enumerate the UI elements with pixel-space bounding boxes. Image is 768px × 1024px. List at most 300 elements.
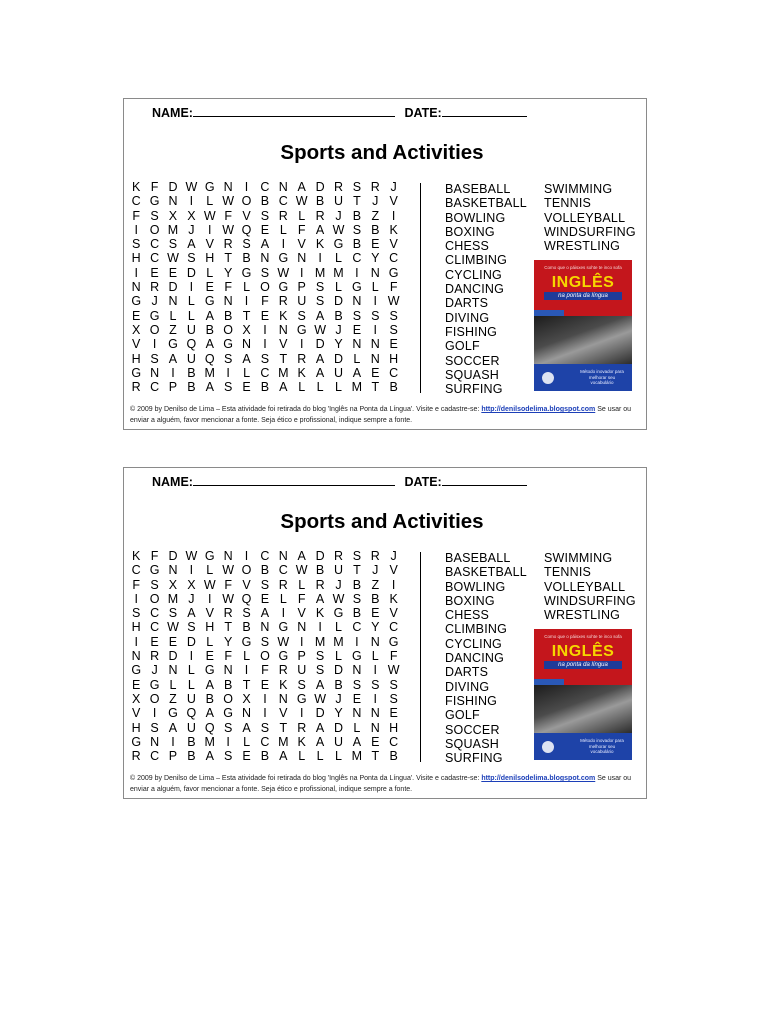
grid-row (127, 635, 403, 649)
grid-letter: W (167, 251, 179, 266)
grid-letter: A (315, 591, 325, 606)
grid-letter: G (241, 265, 252, 280)
grid-letter: V (297, 606, 306, 621)
grid-letter: Q (204, 351, 215, 366)
grid-letter: C (278, 563, 288, 578)
grid-letter: N (352, 706, 362, 721)
grid-letter: Z (371, 577, 380, 592)
grid-letter: N (168, 563, 178, 578)
grid-letter: U (297, 294, 307, 309)
grid-letter: O (241, 194, 252, 209)
grid-letter: D (333, 351, 343, 366)
grid-letter: L (335, 251, 342, 266)
grid-letter: E (132, 677, 141, 692)
grid-letter: Z (169, 322, 177, 337)
grid-letter: G (131, 294, 142, 309)
grid-letter: G (296, 322, 307, 337)
grid-letter: L (206, 634, 214, 649)
grid-letter: B (260, 380, 270, 395)
grid-row (127, 337, 403, 351)
grid-letter: S (187, 620, 196, 635)
worksheet-header (152, 104, 527, 120)
grid-letter: W (295, 563, 308, 578)
grid-letter: T (224, 251, 232, 266)
grid-letter: N (260, 620, 270, 635)
grid-letter: S (223, 749, 233, 764)
grid-letter: S (150, 720, 159, 735)
grid-letter: I (171, 734, 175, 749)
grid-letter: E (371, 365, 380, 380)
grid-letter: L (298, 380, 306, 395)
grid-letter: I (299, 337, 304, 352)
grid-letter: F (150, 180, 159, 194)
grid-letter: R (131, 380, 141, 395)
grid-letter: A (315, 720, 325, 735)
grid-letter: W (203, 577, 216, 592)
grid-letter: A (205, 308, 214, 323)
grid-letter: E (260, 677, 270, 692)
word-item: WRESTLING (544, 239, 621, 254)
grid-letter: E (371, 734, 380, 749)
grid-letter: N (223, 180, 233, 194)
grid-letter: I (244, 549, 249, 563)
grid-letter: G (223, 706, 234, 721)
grid-letter: D (315, 549, 325, 563)
grid-letter: R (278, 663, 288, 678)
grid-letter: T (371, 749, 380, 764)
grid-letter: B (352, 606, 362, 621)
grid-letter: U (333, 194, 343, 209)
grid-letter: T (371, 380, 380, 395)
grid-letter: N (131, 649, 141, 664)
grid-letter: L (316, 749, 324, 764)
grid-letter: V (132, 706, 141, 721)
grid-letter: U (186, 322, 196, 337)
grid-letter: S (150, 351, 159, 366)
word-item: BASKETBALL (445, 196, 527, 211)
grid-letter: G (333, 606, 344, 621)
grid-letter: F (132, 208, 141, 223)
grid-letter: U (333, 563, 343, 578)
word-item: WRESTLING (544, 608, 621, 623)
grid-letter: G (388, 265, 399, 280)
grid-letter: H (131, 251, 141, 266)
grid-letter: J (372, 563, 379, 578)
grid-letter: F (132, 577, 141, 592)
word-item: BOXING (445, 593, 495, 608)
grid-letter: O (149, 591, 160, 606)
grid-letter: G (278, 251, 289, 266)
grid-row (127, 649, 403, 663)
grid-letter: K (297, 734, 306, 749)
grid-letter: D (186, 265, 196, 280)
grid-letter: C (278, 194, 288, 209)
grid-letter: L (298, 208, 306, 223)
grid-letter: H (205, 620, 215, 635)
grid-letter: I (263, 691, 267, 706)
book-subtitle: na ponta da língua (544, 292, 622, 300)
grid-letter: V (205, 237, 214, 252)
grid-letter: L (353, 720, 361, 735)
grid-letter: M (167, 222, 179, 237)
book-description: Método inovador para melhorar seu vocabulário (580, 738, 624, 754)
word-item: DARTS (445, 296, 489, 311)
word-item: WINDSURFING (544, 593, 636, 608)
grid-letter: M (351, 749, 363, 764)
grid-letter: C (150, 749, 160, 764)
blog-link[interactable]: http://denilsodelima.blogspot.com (481, 406, 596, 413)
grid-letter: R (150, 649, 160, 664)
grid-letter: H (131, 351, 141, 366)
grid-letter: L (371, 280, 379, 295)
grid-row (127, 592, 403, 606)
grid-letter: C (260, 734, 270, 749)
divider-line (420, 552, 421, 762)
grid-letter: N (278, 322, 288, 337)
grid-letter: I (134, 222, 138, 237)
grid-letter: A (205, 380, 214, 395)
grid-letter: O (241, 563, 252, 578)
grid-letter: L (187, 677, 195, 692)
grid-letter: B (223, 308, 233, 323)
grid-letter: L (243, 280, 251, 295)
word-item: BASKETBALL (445, 565, 527, 580)
word-item: SURFING (445, 751, 503, 766)
grid-letter: R (150, 280, 160, 295)
grid-letter: R (315, 208, 325, 223)
grid-letter: G (278, 649, 289, 664)
grid-letter: K (389, 591, 398, 606)
grid-letter: X (242, 322, 251, 337)
grid-row (127, 578, 403, 592)
grid-row (127, 294, 403, 308)
word-item: SOCCER (445, 353, 500, 368)
worksheet-title: Sports and Activities (280, 141, 484, 164)
grid-letter: Y (223, 634, 233, 649)
book-brand: INGLÊS (551, 274, 615, 291)
grid-letter: R (370, 180, 380, 194)
grid-letter: N (278, 691, 288, 706)
grid-letter: I (373, 322, 378, 337)
grid-letter: C (150, 606, 160, 621)
grid-letter: E (242, 380, 251, 395)
grid-letter: R (297, 720, 307, 735)
grid-letter: N (150, 365, 160, 380)
grid-letter: W (332, 222, 345, 237)
grid-row (127, 606, 403, 620)
word-item: SQUASH (445, 367, 499, 382)
grid-letter: F (389, 649, 398, 664)
grid-letter: K (279, 308, 288, 323)
grid-letter: A (168, 720, 178, 735)
grid-letter: A (297, 180, 306, 194)
grid-letter: F (261, 663, 269, 678)
grid-letter: N (223, 663, 233, 678)
grid-letter: N (242, 337, 252, 352)
grid-letter: Q (186, 706, 197, 721)
grid-letter: B (223, 677, 233, 692)
grid-letter: W (277, 634, 290, 649)
grid-letter: L (187, 308, 195, 323)
grid-letter: J (390, 180, 397, 194)
word-list-col1 (445, 551, 527, 765)
word-item: CLIMBING (445, 253, 508, 268)
word-item: SURFING (445, 382, 503, 397)
grid-letter: V (242, 577, 251, 592)
grid-letter: F (297, 222, 306, 237)
word-item: DANCING (445, 651, 505, 666)
grid-letter: R (278, 294, 288, 309)
grid-letter: G (278, 280, 289, 295)
grid-letter: J (151, 294, 158, 309)
grid-row (127, 323, 403, 337)
grid-letter: S (315, 649, 325, 664)
grid-letter: G (204, 663, 215, 678)
grid-letter: K (297, 365, 306, 380)
word-item: VOLLEYBALL (544, 210, 626, 225)
grid-letter: D (333, 720, 343, 735)
grid-letter: X (187, 577, 196, 592)
grid-letter: N (370, 351, 380, 366)
grid-letter: N (297, 620, 307, 635)
grid-letter: O (223, 691, 234, 706)
grid-letter: I (189, 649, 194, 664)
grid-letter: Y (371, 620, 380, 635)
grid-letter: L (169, 677, 177, 692)
grid-letter: I (226, 365, 230, 380)
grid-letter: X (168, 208, 178, 223)
grid-letter: C (131, 563, 141, 578)
grid-letter: W (222, 222, 235, 237)
grid-letter: Y (223, 265, 233, 280)
grid-letter: E (132, 308, 141, 323)
grid-letter: J (390, 549, 397, 563)
grid-letter: U (186, 691, 196, 706)
grid-letter: S (223, 720, 233, 735)
grid-letter: I (391, 577, 396, 592)
book-subtitle: na ponta da língua (544, 661, 622, 669)
grid-letter: Y (334, 337, 343, 352)
grid-letter: B (205, 322, 214, 337)
grid-letter: F (224, 577, 232, 592)
grid-letter: S (260, 634, 270, 649)
grid-letter: I (299, 706, 304, 721)
grid-letter: A (242, 720, 251, 735)
grid-letter: P (297, 280, 306, 295)
grid-letter: B (260, 194, 270, 209)
grid-letter: B (187, 365, 196, 380)
grid-letter: S (389, 322, 398, 337)
grid-letter: E (242, 749, 251, 764)
grid-letter: W (203, 208, 216, 223)
grid-letter: N (260, 251, 270, 266)
divider-line (420, 183, 421, 393)
grid-letter: A (315, 365, 325, 380)
grid-letter: R (333, 180, 343, 194)
grid-letter: C (260, 549, 270, 563)
grid-letter: B (242, 620, 251, 635)
grid-letter: A (242, 351, 251, 366)
grid-row (127, 237, 403, 251)
book-photo (534, 685, 632, 733)
grid-letter: G (204, 180, 215, 194)
grid-letter: V (205, 606, 214, 621)
blog-link[interactable]: http://denilsodelima.blogspot.com (481, 775, 596, 782)
grid-letter: I (373, 294, 378, 309)
grid-letter: X (168, 577, 178, 592)
grid-letter: L (335, 280, 342, 295)
grid-letter: L (335, 620, 342, 635)
word-item: GOLF (445, 339, 480, 354)
grid-letter: W (314, 322, 326, 337)
book-cover-image (534, 629, 632, 760)
grid-letter: H (205, 251, 215, 266)
grid-letter: A (315, 308, 325, 323)
grid-letter: N (297, 251, 307, 266)
grid-letter: A (352, 734, 362, 749)
grid-letter: T (279, 351, 288, 366)
grid-letter: R (333, 549, 343, 563)
grid-letter: B (315, 563, 325, 578)
grid-letter: J (372, 194, 379, 209)
grid-letter: E (150, 634, 159, 649)
grid-letter: E (371, 237, 380, 252)
grid-letter: H (131, 620, 141, 635)
publisher-logo-icon (542, 741, 554, 753)
grid-letter: W (222, 563, 235, 578)
grid-letter: O (260, 649, 270, 664)
grid-row (127, 280, 403, 294)
grid-letter: T (242, 677, 251, 692)
grid-letter: P (168, 380, 178, 395)
grid-letter: C (389, 365, 399, 380)
grid-letter: L (279, 222, 287, 237)
grid-letter: K (132, 180, 141, 194)
grid-row (127, 678, 403, 692)
grid-letter: V (389, 563, 398, 578)
grid-letter: L (279, 591, 287, 606)
word-item: CHESS (445, 239, 490, 254)
grid-letter: S (150, 577, 159, 592)
grid-letter: I (281, 237, 286, 252)
grid-letter: S (260, 720, 270, 735)
grid-letter: N (278, 549, 288, 563)
grid-row (127, 749, 403, 763)
grid-letter: T (353, 194, 361, 209)
word-item: DARTS (445, 665, 489, 680)
grid-letter: M (204, 365, 215, 380)
grid-letter: S (132, 606, 141, 621)
grid-letter: L (187, 294, 195, 309)
grid-letter: L (316, 380, 324, 395)
grid-row (127, 352, 403, 366)
grid-letter: S (371, 308, 380, 323)
word-list-col2 (544, 182, 636, 253)
grid-letter: B (334, 677, 343, 692)
footer-note (130, 404, 640, 426)
word-item: BOXING (445, 224, 495, 239)
grid-letter: A (187, 237, 196, 252)
grid-letter: D (186, 634, 196, 649)
grid-letter: N (168, 194, 178, 209)
grid-letter: B (371, 591, 380, 606)
grid-letter: A (297, 549, 306, 563)
book-tagline: Como que o páisxes sohte te inco sofa (544, 265, 622, 270)
grid-letter: S (242, 606, 251, 621)
grid-letter: N (278, 180, 288, 194)
grid-letter: S (389, 308, 398, 323)
grid-letter: F (389, 280, 398, 295)
grid-letter: L (169, 308, 177, 323)
grid-letter: N (370, 265, 380, 280)
grid-letter: A (279, 380, 288, 395)
grid-letter: L (206, 194, 214, 209)
grid-letter: I (152, 337, 157, 352)
grid-letter: B (389, 380, 398, 395)
name-label: NAME: (152, 106, 193, 120)
grid-letter: G (149, 308, 160, 323)
grid-letter: B (242, 251, 251, 266)
grid-letter: B (315, 194, 325, 209)
footer-text-after: Se usar ou enviar a alguém, favor mencionar a fonte. Seja ético e profissional, indique sempre a fonte. (130, 775, 632, 793)
grid-letter: I (318, 620, 322, 635)
grid-letter: D (315, 337, 325, 352)
grid-letter: D (315, 180, 325, 194)
grid-letter: M (167, 591, 179, 606)
word-item: FISHING (445, 324, 498, 339)
grid-letter: C (389, 620, 399, 635)
grid-letter: G (241, 634, 252, 649)
grid-letter: U (333, 734, 343, 749)
grid-letter: R (297, 351, 307, 366)
grid-letter: S (297, 308, 306, 323)
grid-letter: D (168, 180, 178, 194)
grid-letter: N (370, 337, 380, 352)
grid-letter: I (299, 265, 304, 280)
grid-letter: L (243, 734, 251, 749)
grid-letter: B (352, 577, 362, 592)
grid-letter: V (132, 337, 141, 352)
grid-letter: A (315, 222, 325, 237)
date-label: DATE: (404, 106, 442, 120)
name-blank (193, 473, 395, 486)
grid-letter: L (298, 749, 306, 764)
grid-letter: I (152, 706, 157, 721)
grid-letter: N (168, 663, 178, 678)
word-item: CYCLING (445, 636, 502, 651)
grid-letter: G (204, 294, 215, 309)
grid-letter: I (391, 208, 396, 223)
grid-letter: I (263, 322, 267, 337)
grid-letter: A (205, 677, 214, 692)
grid-letter: E (205, 649, 214, 664)
grid-letter: S (297, 677, 306, 692)
grid-letter: S (260, 351, 270, 366)
grid-letter: F (224, 649, 232, 664)
grid-letter: W (222, 591, 235, 606)
grid-letter: P (297, 649, 306, 664)
grid-letter: N (352, 294, 362, 309)
word-item: BASEBALL (445, 551, 511, 565)
grid-letter: U (186, 351, 196, 366)
grid-letter: O (149, 322, 160, 337)
grid-letter: A (315, 677, 325, 692)
grid-letter: W (277, 265, 290, 280)
grid-letter: S (389, 691, 398, 706)
grid-letter: S (389, 677, 398, 692)
grid-letter: T (353, 563, 361, 578)
grid-letter: M (204, 734, 215, 749)
